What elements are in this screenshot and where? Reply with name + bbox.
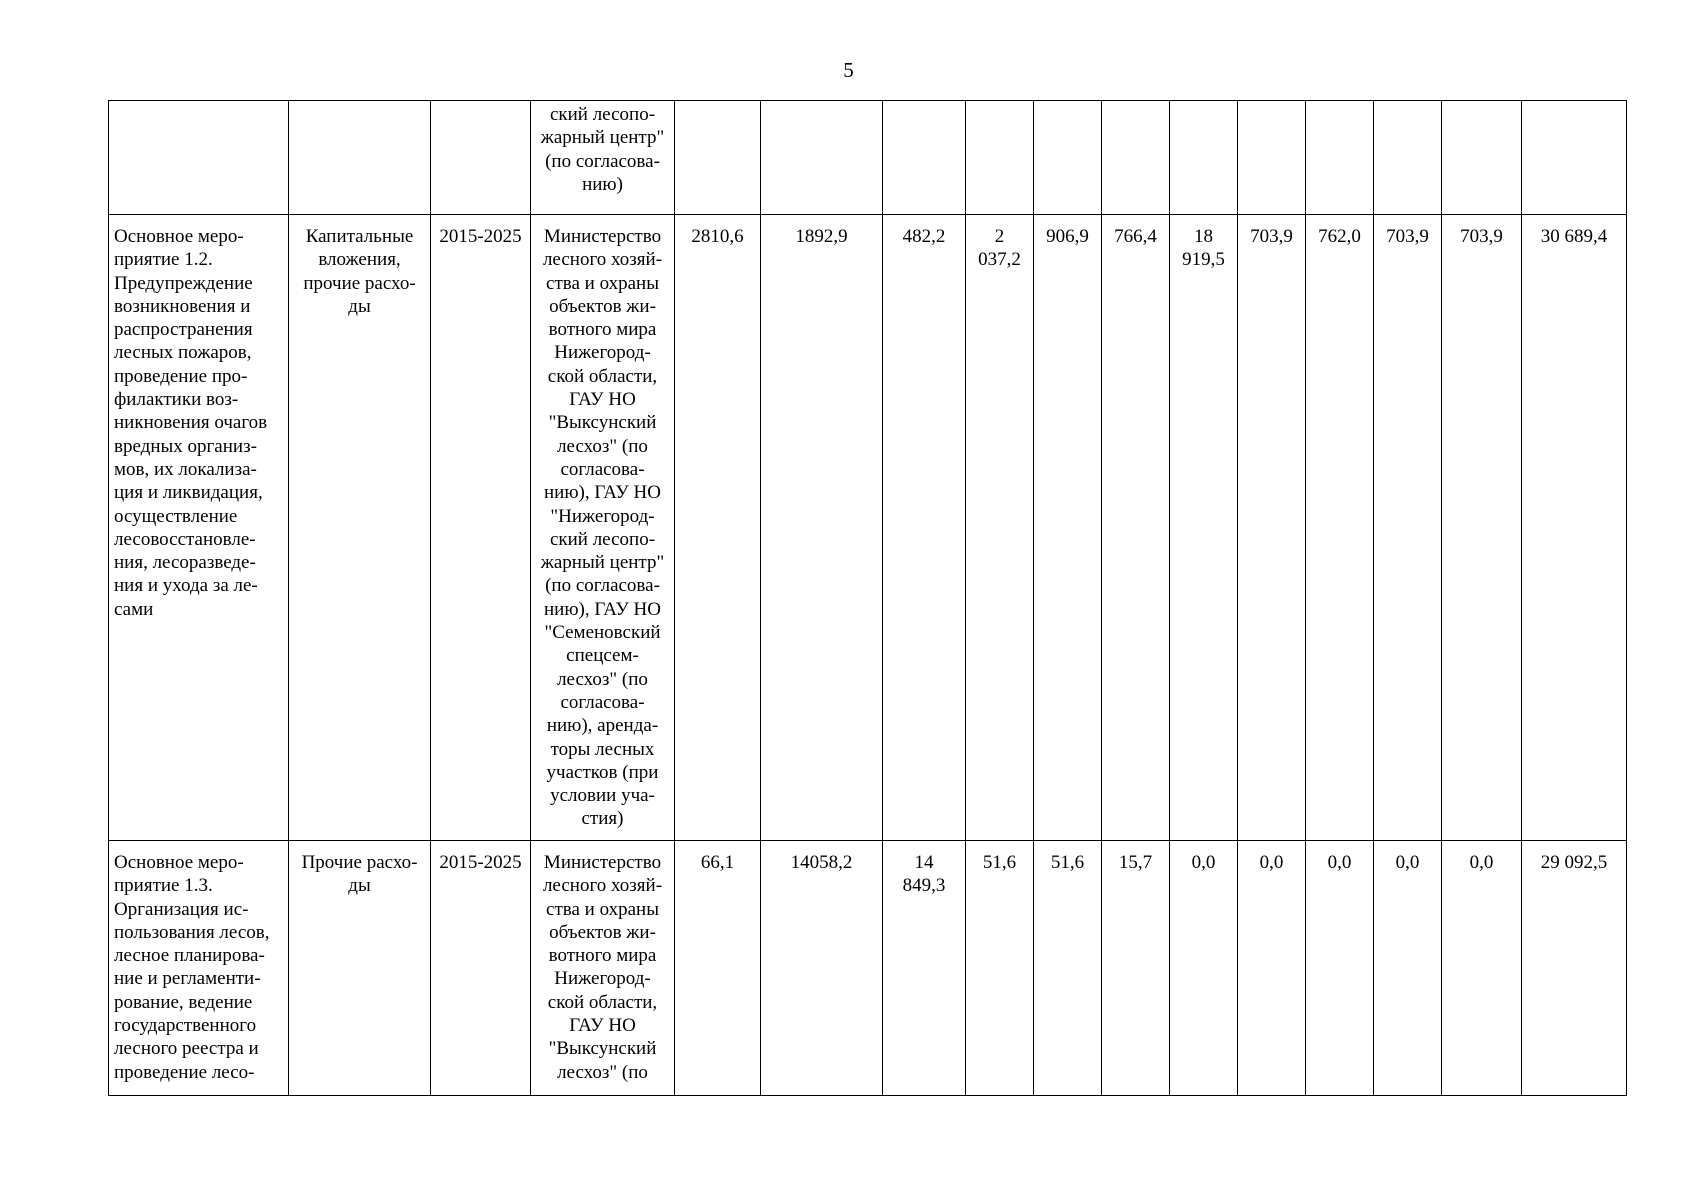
value-cell <box>1034 101 1102 215</box>
value-cell: 0,0 <box>1374 841 1442 1096</box>
value-cell: 51,6 <box>1034 841 1102 1096</box>
value-cell: 14 849,3 <box>883 841 966 1096</box>
value-cell: 0,0 <box>1170 841 1238 1096</box>
expense-type-cell: Капитальные вложения, прочие расхо- ды <box>289 215 431 841</box>
value-cell <box>883 101 966 215</box>
value-cell <box>1306 101 1374 215</box>
value-cell <box>1102 101 1170 215</box>
period-cell: 2015-2025 <box>431 841 531 1096</box>
value-cell: 906,9 <box>1034 215 1102 841</box>
value-cell: 703,9 <box>1238 215 1306 841</box>
value-cell: 0,0 <box>1238 841 1306 1096</box>
value-cell: 29 092,5 <box>1522 841 1627 1096</box>
value-cell: 18 919,5 <box>1170 215 1238 841</box>
value-cell <box>966 101 1034 215</box>
executor-cell: Министерство лесного хозяй- ства и охраны объектов жи- вотного мира Нижегород- ской области, ГАУ НО "Выксунский лесхоз" (по <box>531 841 675 1096</box>
value-cell <box>761 101 883 215</box>
executor-cell: ский лесопо- жарный центр" (по согласова- нию) <box>531 101 675 215</box>
page-number: 5 <box>843 58 854 82</box>
value-cell: 0,0 <box>1306 841 1374 1096</box>
program-measures-table <box>108 100 1627 1096</box>
value-cell: 14058,2 <box>761 841 883 1096</box>
value-cell <box>1522 101 1627 215</box>
value-cell: 0,0 <box>1442 841 1522 1096</box>
value-cell <box>1238 101 1306 215</box>
table-row <box>109 841 1627 1096</box>
measure-name-cell <box>109 101 289 215</box>
value-cell: 51,6 <box>966 841 1034 1096</box>
period-cell <box>431 101 531 215</box>
value-cell: 15,7 <box>1102 841 1170 1096</box>
value-cell <box>675 101 761 215</box>
value-cell: 482,2 <box>883 215 966 841</box>
value-cell: 703,9 <box>1442 215 1522 841</box>
executor-cell: Министерство лесного хозяй- ства и охраны объектов жи- вотного мира Нижегород- ской области, ГАУ НО "Выксунский лесхоз" (по согласова- нию), ГАУ НО "Нижегород- ский лесопо- жарный центр" (по согласова- нию), ГАУ НО "Семеновский спецсем- лесхоз" (по согласова- нию), аренда- торы лесных участков (при условии уча- стия) <box>531 215 675 841</box>
value-cell <box>1374 101 1442 215</box>
table-row <box>109 215 1627 841</box>
value-cell: 1892,9 <box>761 215 883 841</box>
value-cell: 703,9 <box>1374 215 1442 841</box>
value-cell <box>1442 101 1522 215</box>
value-cell: 2810,6 <box>675 215 761 841</box>
value-cell: 762,0 <box>1306 215 1374 841</box>
measure-name-cell: Основное меро- приятие 1.3. Организация ис- пользования лесов, лесное планирова- ние и регламенти- рование, ведение государственного лесного реестра и проведение лесо- <box>109 841 289 1096</box>
value-cell: 30 689,4 <box>1522 215 1627 841</box>
expense-type-cell <box>289 101 431 215</box>
value-cell: 66,1 <box>675 841 761 1096</box>
value-cell: 2 037,2 <box>966 215 1034 841</box>
table-row <box>109 101 1627 215</box>
value-cell <box>1170 101 1238 215</box>
period-cell: 2015-2025 <box>431 215 531 841</box>
expense-type-cell: Прочие расхо- ды <box>289 841 431 1096</box>
value-cell: 766,4 <box>1102 215 1170 841</box>
measure-name-cell: Основное меро- приятие 1.2. Предупреждение возникновения и распространения лесных пожаров, проведение про- филактики воз- никновения очагов вредных организ- мов, их локализа- ция и ликвидация, осуществление лесовосстановле- ния, лесоразведе- ния и ухода за ле- сами <box>109 215 289 841</box>
